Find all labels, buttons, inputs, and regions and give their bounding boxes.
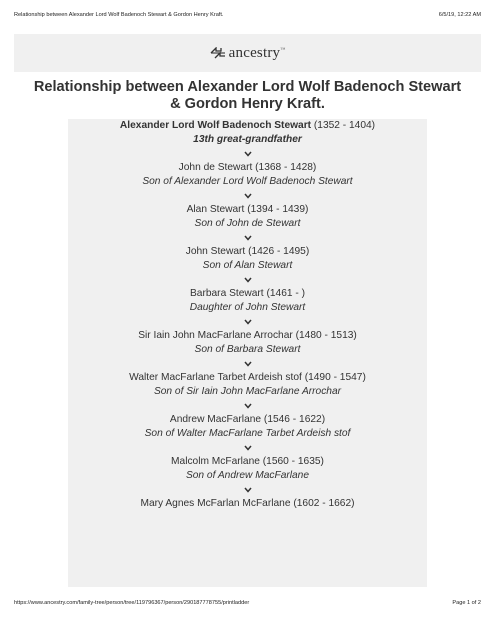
- ancestry-logo[interactable]: [210, 45, 286, 62]
- person-line[interactable]: [68, 329, 427, 343]
- relationship-label: Son of Sir Iain John MacFarlane Arrochar: [153, 386, 342, 397]
- person-dates: (1480 - 1513): [295, 330, 357, 341]
- person-line[interactable]: [68, 455, 427, 469]
- ladder-entry: [68, 497, 427, 511]
- person-line[interactable]: [68, 119, 427, 133]
- page-title: Relationship between Alexander Lord Wolf Badenoch Stewart & Gordon Henry Kraft.: [33, 79, 462, 112]
- relationship-label: Son of Andrew MacFarlane: [185, 470, 310, 481]
- ladder-entry: [68, 287, 427, 315]
- ladder-root: [68, 119, 427, 147]
- chevron-down-icon: [68, 189, 427, 203]
- person-line[interactable]: [68, 203, 427, 217]
- page-number: Page 1 of 2: [452, 600, 481, 606]
- chevron-down-icon: [68, 357, 427, 371]
- chevron-down-icon: [68, 483, 427, 497]
- person-line[interactable]: [68, 161, 427, 175]
- person-dates: (1352 - 1404): [313, 120, 376, 131]
- person-name: Mary Agnes McFarlan McFarlane: [140, 498, 291, 509]
- page-frame: [14, 34, 481, 587]
- print-footer-url[interactable]: https://www.ancestry.com/family-tree/person/tree/119796367/person/290187778755/printladder: [14, 600, 250, 606]
- print-footer: [0, 597, 495, 611]
- person-name: Malcolm McFarlane: [171, 456, 260, 467]
- chevron-down-icon: [68, 147, 427, 161]
- print-header: [0, 0, 495, 22]
- person-line[interactable]: [68, 413, 427, 427]
- person-name: Sir Iain John MacFarlane Arrochar: [138, 330, 293, 341]
- person-line[interactable]: [68, 287, 427, 301]
- person-dates: (1368 - 1428): [255, 162, 317, 173]
- ancestry-leaf-icon: [210, 47, 226, 59]
- ladder-entry: [68, 161, 427, 189]
- relationship-label: Son of Barbara Stewart: [194, 344, 301, 355]
- person-dates: (1560 - 1635): [262, 456, 324, 467]
- person-dates: (1461 - ): [266, 288, 305, 299]
- person-dates: (1426 - 1495): [248, 246, 310, 257]
- relationship-ladder: [68, 119, 427, 587]
- ladder-entry: [68, 329, 427, 357]
- chevron-down-icon: [68, 441, 427, 455]
- relationship-label: Son of Walter MacFarlane Tarbet Ardeish stof: [144, 428, 351, 439]
- person-line[interactable]: [68, 245, 427, 259]
- person-name: Andrew MacFarlane: [169, 414, 262, 425]
- person-name: John Stewart: [185, 246, 246, 257]
- person-line[interactable]: [68, 371, 427, 385]
- chevron-down-icon: [68, 315, 427, 329]
- ladder-entry: [68, 245, 427, 273]
- relationship-label: Son of Alan Stewart: [202, 260, 293, 271]
- person-name: Barbara Stewart: [190, 288, 264, 299]
- person-line[interactable]: [68, 497, 427, 511]
- print-header-title: Relationship between Alexander Lord Wolf Badenoch Stewart & Gordon Henry Kraft.: [14, 12, 224, 18]
- person-name: John de Stewart: [178, 162, 253, 173]
- person-dates: (1602 - 1662): [293, 498, 355, 509]
- person-dates: (1490 - 1547): [304, 372, 366, 383]
- ladder-entry: [68, 455, 427, 483]
- relationship-label: 13th great-grandfather: [193, 134, 302, 145]
- relationship-label: Daughter of John Stewart: [189, 302, 306, 313]
- chevron-down-icon: [68, 231, 427, 245]
- relationship-label: Son of John de Stewart: [194, 218, 301, 229]
- logo-text: ancestry™: [228, 44, 286, 61]
- ladder-entry: [68, 413, 427, 441]
- chevron-down-icon: [68, 399, 427, 413]
- person-dates: (1546 - 1622): [263, 414, 326, 425]
- person-name: Walter MacFarlane Tarbet Ardeish stof: [129, 372, 302, 383]
- relationship-label: Son of Alexander Lord Wolf Badenoch Stewart: [142, 176, 353, 187]
- ladder-entry: [68, 203, 427, 231]
- print-header-timestamp: 6/5/19, 12:22 AM: [438, 12, 481, 18]
- logo-bar: [14, 34, 481, 72]
- person-dates: (1394 - 1439): [247, 204, 309, 215]
- chevron-down-icon: [68, 273, 427, 287]
- person-name: Alan Stewart: [186, 204, 245, 215]
- ladder-entry: [68, 371, 427, 399]
- person-name: Alexander Lord Wolf Badenoch Stewart: [119, 120, 312, 131]
